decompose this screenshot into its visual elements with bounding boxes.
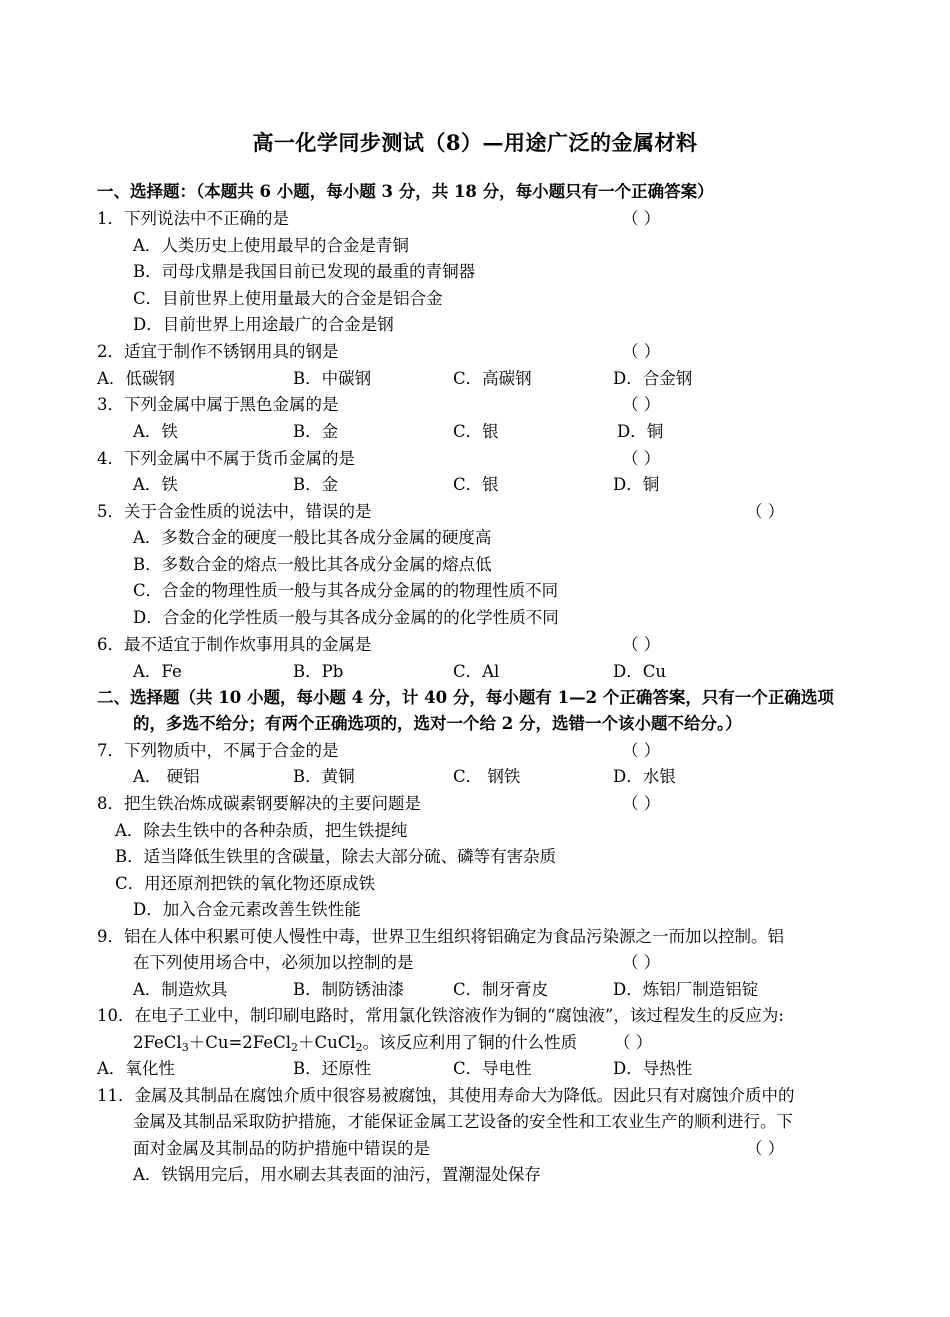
q8-option-c: C．用还原剂把铁的氧化物还原成铁 [115,874,376,893]
q9-stem-cont: 在下列使用场合中，必须加以控制的是 [133,953,414,972]
q4-stem: 4．下列金属中不属于货币金属的是 [97,449,355,468]
q3-answer-bracket: （ ） [622,395,661,414]
q6-answer-bracket: （ ） [622,635,661,654]
q10-equation: 2FeCl$_3$＋Cu=2FeCl$_2$＋CuCl$_2$。该反应利用了铜的什么性质 [133,1033,578,1054]
q3-stem: 3．下列金属中属于黑色金属的是 [97,395,339,414]
q3-option-b: B．金 [293,422,339,441]
q11-stem: 11．金属及其制品在腐蚀介质中很容易被腐蚀，其使用寿命大为降低。因此只有对腐蚀介质中的 [97,1086,795,1105]
q10-answer-bracket: （ ） [614,1033,653,1052]
q5-option-a: A．多数合金的硬度一般比其各成分金属的硬度高 [133,528,492,547]
q3-option-a: A．铁 [133,422,178,441]
q1-option-b: B．司母戊鼎是我国目前已发现的最重的青铜器 [133,262,476,281]
page-title: 高一化学同步测试（8）—用途广泛的金属材料 [252,130,698,155]
q4-option-d: D．铜 [613,475,660,494]
q4-option-a: A．铁 [133,475,178,494]
q10-option-a: A．氧化性 [97,1059,175,1078]
q5-answer-bracket: （ ） [746,502,785,521]
q1-option-c: C．目前世界上使用量最大的合金是铝合金 [133,289,443,308]
q2-stem: 2．适宜于制作不锈钢用具的钢是 [97,342,339,361]
q8-option-d: D．加入合金元素改善生铁性能 [133,900,361,919]
section-2-heading-cont: 的，多选不给分；有两个正确选项的，选对一个给 2 分，选错一个该小题不给分。） [133,714,742,733]
q9-option-a: A．制造炊具 [133,980,228,999]
q2-option-b: B．中碳钢 [293,369,372,388]
q11-option-a: A．铁锅用完后，用水刷去其表面的油污，置潮湿处保存 [133,1165,541,1184]
q1-answer-bracket: （ ） [622,209,661,228]
q4-answer-bracket: （ ） [622,449,661,468]
q9-stem: 9．铝在人体中积累可使人慢性中毒，世界卫生组织将铝确定为食品污染源之一而加以控制。铝 [97,927,784,946]
q6-option-a: A．Fe [133,662,182,681]
q9-option-d: D．炼铝厂制造铝锭 [613,980,759,999]
q11-stem-cont-2: 面对金属及其制品的防护措施中错误的是 [133,1139,430,1158]
q4-option-c: C．银 [453,475,499,494]
q7-option-a: A． 硬铝 [133,767,200,786]
q9-option-b: B．制防锈油漆 [293,980,405,999]
q11-stem-cont-1: 金属及其制品采取防护措施，才能保证金属工艺设备的安全性和工农业生产的顺利进行。下 [133,1112,793,1131]
q11-answer-bracket: （ ） [746,1139,785,1158]
q8-answer-bracket: （ ） [622,794,661,813]
q8-option-b: B．适当降低生铁里的含碳量，除去大部分硫、磷等有害杂质 [115,847,557,866]
q5-option-b: B．多数合金的熔点一般比其各成分金属的熔点低 [133,555,492,574]
q3-option-c: C．银 [453,422,499,441]
q1-option-a: A．人类历史上使用最早的合金是青铜 [133,236,409,255]
q7-stem: 7．下列物质中，不属于合金的是 [97,741,339,760]
q6-stem: 6．最不适宜于制作炊事用具的金属是 [97,635,372,654]
q2-option-c: C．高碳钢 [453,369,532,388]
section-2-heading: 二、选择题（共 10 小题，每小题 4 分，计 40 分，每小题有 1—2 个正确答案，只有一个正确选项 [97,688,834,707]
q9-option-c: C．制牙膏皮 [453,980,549,999]
q10-option-b: B．还原性 [293,1059,372,1078]
q9-answer-bracket: （ ） [622,953,661,972]
q7-answer-bracket: （ ） [622,741,661,760]
section-1-heading: 一、选择题：（本题共 6 小题，每小题 3 分，共 18 分，每小题只有一个正确答案） [97,182,714,201]
q7-option-d: D．水银 [613,767,676,786]
q3-option-d: D．铜 [617,422,664,441]
q6-option-d: D．Cu [613,662,666,681]
q8-option-a: A．除去生铁中的各种杂质，把生铁提纯 [115,821,408,840]
q2-option-d: D．合金钢 [613,369,693,388]
q7-option-c: C． 钢铁 [453,767,521,786]
q6-option-b: B．Pb [293,662,344,681]
q5-option-c: C．合金的物理性质一般与其各成分金属的的物理性质不同 [133,581,559,600]
q7-option-b: B．黄铜 [293,767,355,786]
q2-option-a: A．低碳钢 [97,369,175,388]
q1-option-d: D．目前世界上用途最广的合金是钢 [133,315,394,334]
q1-stem: 1．下列说法中不正确的是 [97,209,289,228]
q4-option-b: B．金 [293,475,339,494]
q5-stem: 5．关于合金性质的说法中，错误的是 [97,502,372,521]
q6-option-c: C．Al [453,662,500,681]
q10-option-d: D．导热性 [613,1059,693,1078]
q2-answer-bracket: （ ） [622,342,661,361]
q8-stem: 8．把生铁冶炼成碳素钢要解决的主要问题是 [97,794,421,813]
q10-stem: 10．在电子工业中，制印刷电路时，常用氯化铁溶液作为铜的“腐蚀液”，该过程发生的反应为: [97,1006,784,1025]
q5-option-d: D．合金的化学性质一般与其各成分金属的的化学性质不同 [133,608,559,627]
q10-option-c: C．导电性 [453,1059,532,1078]
